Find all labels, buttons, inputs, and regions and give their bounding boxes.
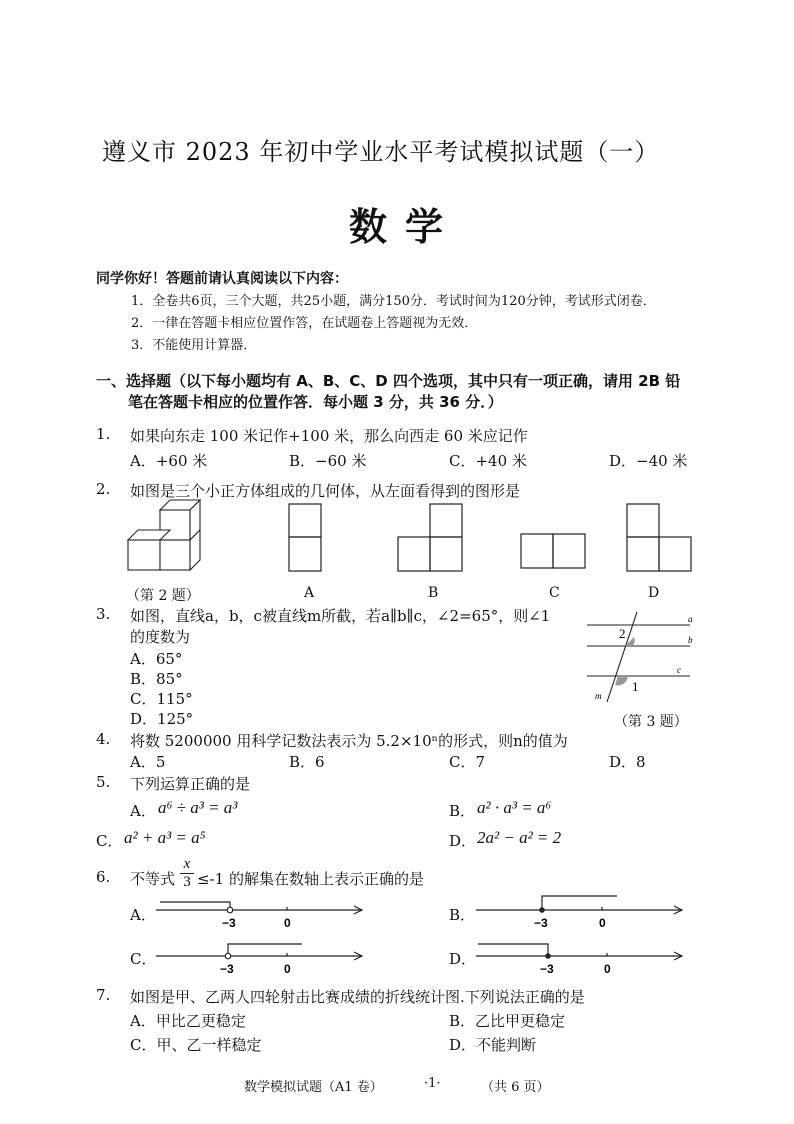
q2-option-b-figure [397, 503, 467, 573]
option-a: A．5 [130, 753, 166, 771]
figure-caption: D [648, 585, 660, 601]
figure-caption: （第 2 题） [126, 588, 200, 604]
option-a: A．甲比乙更稳定 [130, 1012, 246, 1030]
option-d-label: D． [449, 832, 477, 850]
number-line-b [472, 890, 692, 932]
option-d: D．−40 米 [609, 452, 688, 470]
figure-caption: B [428, 585, 439, 601]
angle-1-mark [615, 676, 628, 685]
question-number: 6. [96, 868, 111, 886]
angle-2-mark [625, 637, 635, 646]
label-a: a [688, 614, 693, 624]
footer-title: 数学模拟试题（A1 卷） [244, 1080, 383, 1095]
option-c: C．115° [130, 690, 193, 708]
open-endpoint [225, 953, 231, 959]
tick-label: 0 [599, 916, 606, 930]
figure-caption: C [549, 585, 560, 601]
q2-option-d-figure [626, 503, 696, 573]
label-c: c [677, 665, 681, 675]
notice-item: 2．一律在答题卡相应位置作答，在试题卷上答题视为无效． [131, 316, 478, 331]
q3-parallel-lines-figure [585, 610, 700, 710]
option-c: C．+40 米 [449, 452, 527, 470]
tick-label: 0 [604, 962, 611, 976]
question-number: 5. [96, 773, 111, 791]
label-angle-2: 2 [619, 626, 626, 641]
option-a: A．65° [130, 650, 183, 668]
option-b: B．6 [289, 753, 325, 771]
fraction-numerator: x [183, 856, 191, 872]
tick-label: 0 [284, 962, 291, 976]
option-c: C．甲、乙一样稳定 [130, 1036, 262, 1054]
option-b: B．乙比甲更稳定 [449, 1012, 566, 1030]
q2-option-a-figure [288, 503, 324, 573]
option-d: D．不能判断 [449, 1036, 537, 1054]
question-number: 2. [96, 480, 111, 498]
subject-title: 数学 [349, 205, 462, 249]
section-heading: 一、选择题（以下每小题均有 A、B、C、D 四个选项，其中只有一项正确，请用 2B 铅 [96, 372, 681, 390]
notice-item: 3．不能使用计算器． [131, 338, 257, 353]
option-d-label: D． [449, 950, 477, 968]
notice-item: 1．全卷共6页，三个大题，共25小题，满分150分．考试时间为120分钟，考试形式闭卷． [131, 294, 656, 309]
tick-label: −3 [220, 962, 234, 976]
tick-label: −3 [534, 916, 548, 930]
number-line-c [150, 938, 370, 980]
number-line-d [472, 938, 692, 980]
option-b-label: B． [449, 906, 476, 924]
option-a-label: A． [130, 906, 156, 924]
q2-solid-figure [120, 498, 210, 578]
option-c-label: C． [96, 832, 123, 850]
option-a-formula: a⁶ ÷ a³ = a³ [158, 798, 238, 817]
question-number: 3. [96, 605, 111, 623]
tick-label: −3 [540, 962, 554, 976]
tick-label: 0 [284, 916, 291, 930]
question-stem: 下列运算正确的是 [130, 775, 251, 793]
question-stem: 将数 5200000 用科学记数法表示为 5.2×10ⁿ的形式，则n的值为 [130, 732, 568, 750]
closed-endpoint [545, 953, 551, 959]
question-stem: 如果向东走 100 米记作+100 米，那么向西走 60 米应记作 [130, 427, 528, 445]
option-b-formula: a² · a³ = a⁶ [477, 798, 552, 817]
option-b-label: B． [449, 802, 476, 820]
option-d: D．125° [130, 710, 194, 728]
question-number: 4. [96, 730, 111, 748]
label-angle-1: 1 [632, 679, 639, 694]
option-d-formula: 2a² − a² = 2 [477, 828, 562, 847]
question-stem: 如图，直线a，b，c被直线m所截，若a∥b∥c，∠2=65°，则∠1 [130, 607, 551, 625]
option-c-formula: a² + a³ = a⁵ [124, 828, 206, 847]
fraction [180, 856, 194, 890]
label-m: m [595, 691, 602, 701]
option-c: C．7 [449, 753, 486, 771]
figure-caption: （第 3 题） [614, 714, 688, 730]
open-endpoint [227, 907, 233, 913]
question-number: 7. [96, 986, 111, 1004]
question-stem-prefix: 不等式 [130, 870, 176, 888]
question-stem: 如图是三个小正方体组成的几何体，从左面看得到的图形是 [130, 482, 521, 500]
option-c-label: C． [130, 950, 157, 968]
notice-heading: 同学你好！答题前请认真阅读以下内容： [96, 271, 348, 287]
question-stem-cont: 的度数为 [130, 628, 191, 646]
page-total: （共 6 页） [481, 1080, 550, 1095]
question-number: 1. [96, 425, 111, 443]
figure-caption: A [304, 585, 315, 601]
exam-title: 遵义市 2023 年初中学业水平考试模拟试题（一） [102, 138, 660, 166]
fraction-denominator: 3 [180, 873, 194, 890]
number-line-a [150, 898, 370, 932]
section-heading-cont: 笔在答题卡相应的位置作答．每小题 3 分，共 36 分．） [128, 393, 503, 411]
page-number: ·1· [424, 1076, 441, 1091]
option-a-label: A． [130, 802, 156, 820]
q2-option-c-figure [520, 533, 590, 573]
question-stem: 如图是甲、乙两人四轮射击比赛成绩的折线统计图.下列说法正确的是 [130, 988, 585, 1006]
option-b: B．85° [130, 670, 183, 688]
option-a: A．+60 米 [130, 452, 208, 470]
tick-label: −3 [222, 916, 236, 930]
closed-endpoint [539, 907, 545, 913]
question-stem-suffix: ≤-1 的解集在数轴上表示正确的是 [197, 870, 424, 888]
label-b: b [688, 635, 693, 645]
option-d: D．8 [609, 753, 646, 771]
option-b: B．−60 米 [289, 452, 367, 470]
